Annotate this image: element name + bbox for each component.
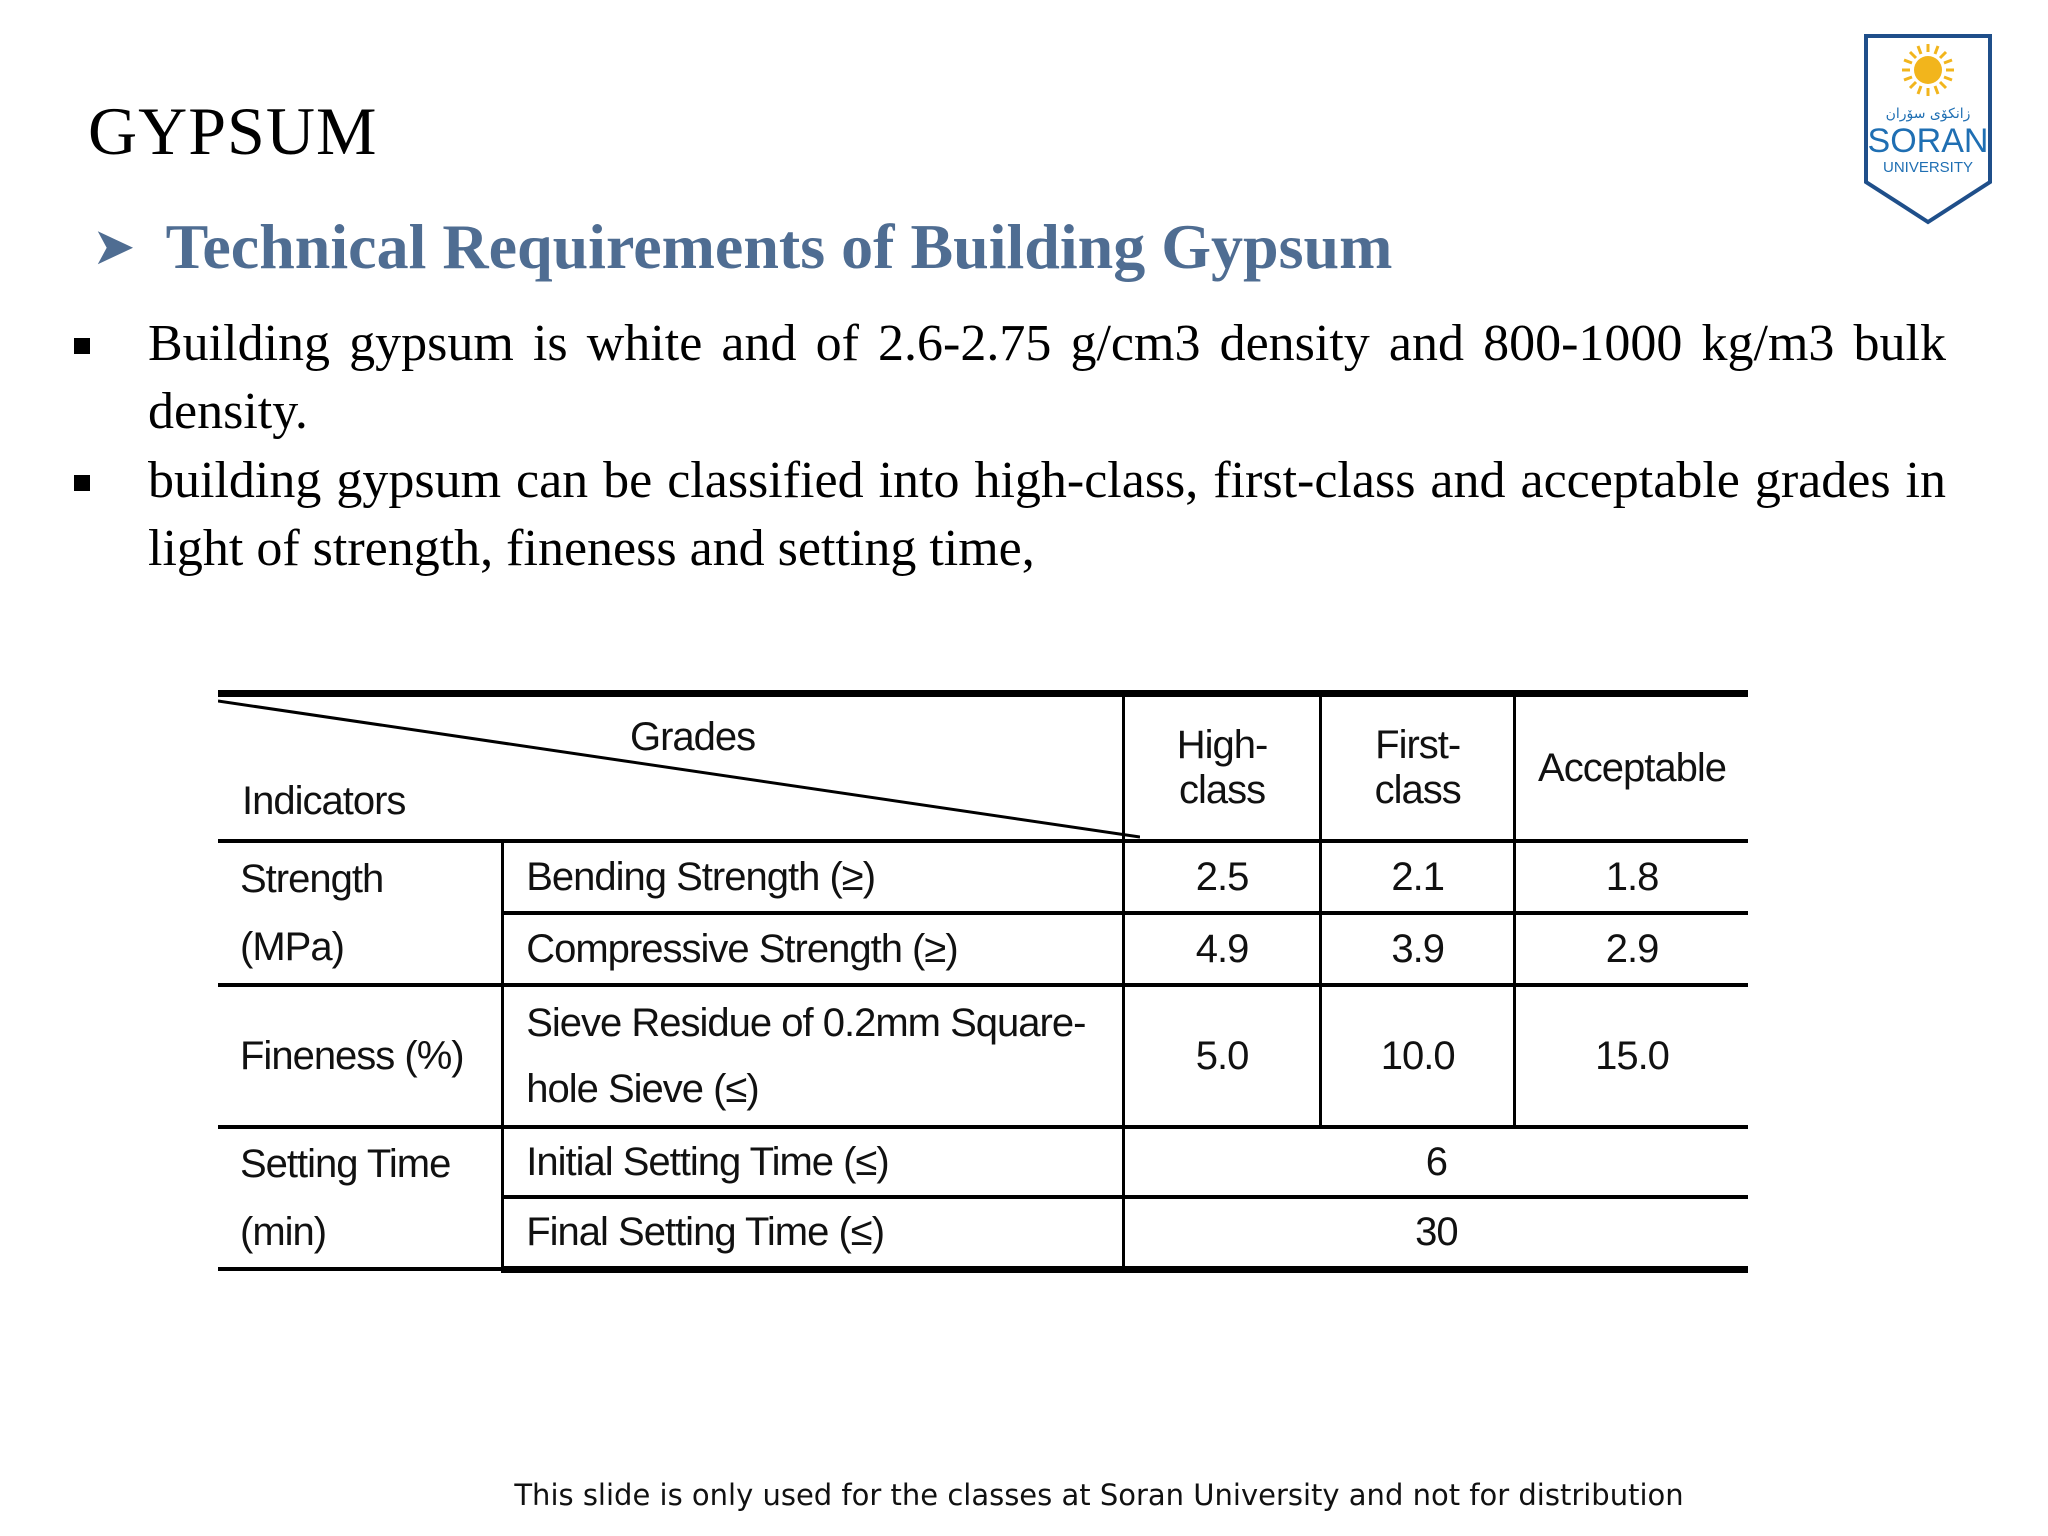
university-logo [1862,32,1994,226]
indicators-label: Indicators [242,779,406,823]
logo-name: SORAN [1867,122,1989,160]
group-label: Setting Time (min) [218,1127,503,1269]
table-cell: 10.0 [1321,985,1515,1127]
bullet-item [66,447,1946,583]
section-heading [92,210,1392,284]
table-cell: 30 [1123,1197,1748,1269]
bullet-list [66,310,1946,584]
table-cell: 2.5 [1123,841,1321,913]
table-cell: 1.8 [1515,841,1748,913]
column-header: Acceptable [1515,694,1748,842]
table-row [218,1127,1748,1197]
sub-indicator: Sieve Residue of 0.2mm Square-hole Sieve (≤) [503,985,1123,1127]
arrow-bullet-icon: ➤ [92,219,136,276]
group-label: Fineness (%) [218,985,503,1127]
sub-indicator: Initial Setting Time (≤) [503,1127,1123,1197]
table-cell: 15.0 [1515,985,1748,1127]
column-header: First-class [1321,694,1515,842]
square-bullet-icon [74,338,90,354]
section-heading-text: Technical Requirements of Building Gypsum [165,211,1393,282]
table-header-row [218,694,1748,842]
table-cell: 5.0 [1123,985,1321,1127]
group-label: Strength (MPa) [218,841,503,985]
grades-label: Grades [630,715,756,759]
logo-subname: UNIVERSITY [1882,159,1974,176]
logo-arabic-text: زانكۆی سۆران [1885,106,1971,122]
shield-logo-icon [1862,32,1994,226]
table-cell: 2.9 [1515,913,1748,985]
requirements-table [218,690,1748,1273]
sub-indicator: Bending Strength (≥) [503,841,1123,913]
requirements-table-wrapper [218,690,1748,1273]
sub-indicator: Compressive Strength (≥) [503,913,1123,985]
table-cell: 6 [1123,1127,1748,1197]
table-row [218,841,1748,913]
column-header: High-class [1123,694,1321,842]
square-bullet-icon [74,475,90,491]
bullet-text: Building gypsum is white and of 2.6-2.75 g/cm3 density and 800-1000 kg/m3 bulk density. [148,315,1946,440]
bullet-item [66,310,1946,446]
slide-title: GYPSUM [88,93,378,169]
bullet-text: building gypsum can be classified into high-class, first-class and acceptable grades in light of strength, fineness and setting time, [148,452,1946,577]
table-row [218,985,1748,1127]
table-cell: 4.9 [1123,913,1321,985]
table-cell: 2.1 [1321,841,1515,913]
grades-indicators-header [218,694,1123,842]
footer-notice: This slide is only used for the classes at Soran University and not for distribution [514,1478,1684,1512]
table-cell: 3.9 [1321,913,1515,985]
sub-indicator: Final Setting Time (≤) [503,1197,1123,1269]
